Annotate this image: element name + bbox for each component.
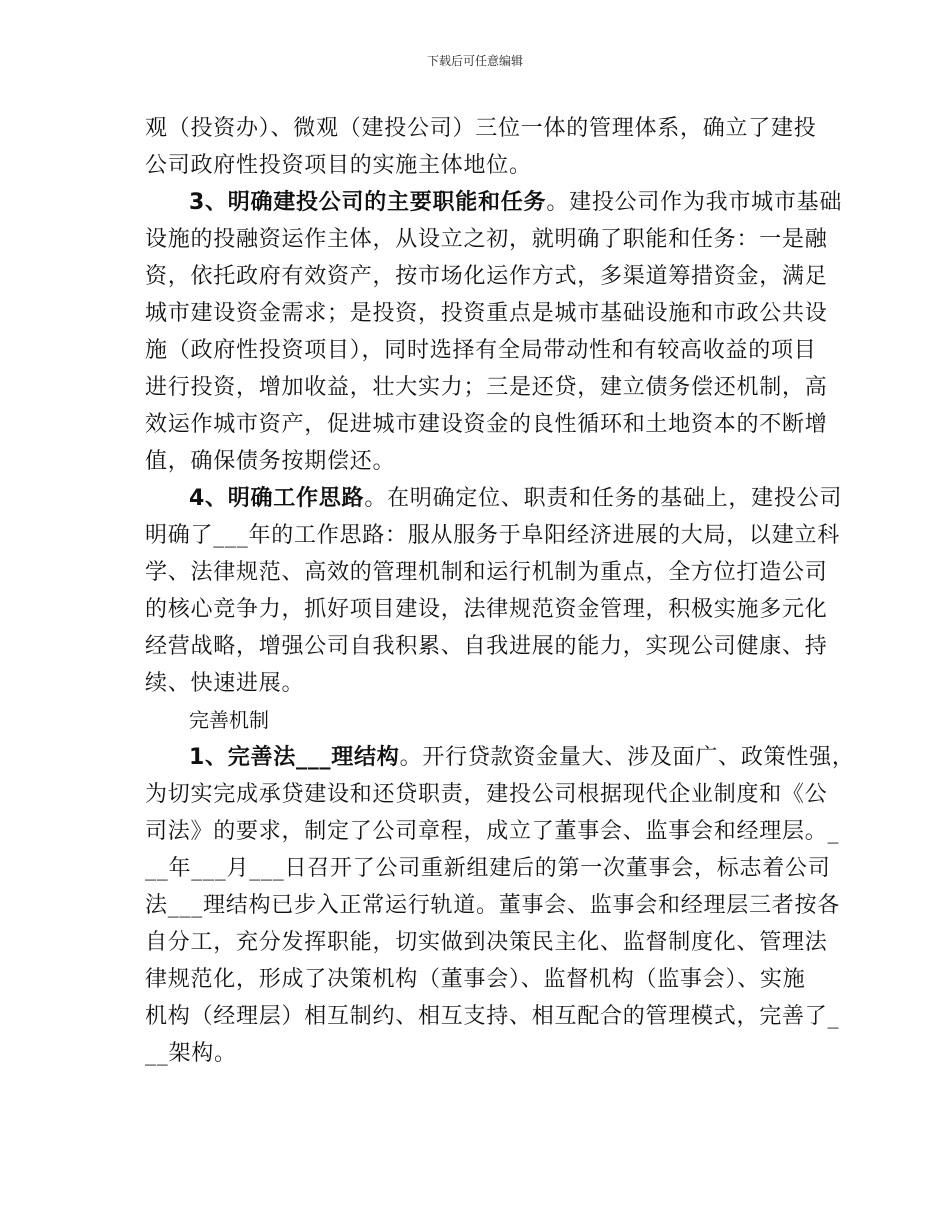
text-line: 效运作城市资产，促进城市建设资金的良性循环和土地资本的不断增 [145,412,828,437]
text-line: 城市建设资金需求；是投资，投资重点是城市基础设施和市政公共设 [145,301,828,326]
text-line: 机构（经理层）相互制约、相互支持、相互配合的管理模式，完善了_ [145,1004,840,1029]
text-line: 明确了___年的工作思路：服从服务于阜阳经济进展的大局，以建立科 [145,523,841,548]
text-line: 律规范化，形成了决策机构（董事会）、监督机构（监事会）、实施 [145,967,806,992]
text-line: __年___月___日召开了公司重新组建后的第一次董事会，标志着公司 [145,856,831,881]
text-line: 观（投资办）、微观（建投公司）三位一体的管理体系，确立了建投 [145,116,817,141]
text-run: 。建投公司作为我市城市基础 [546,190,843,215]
text-line: 值，确保债务按期偿还。 [145,449,396,474]
subheading-improve-mechanism: 完善机制 [189,708,269,732]
text-line: 自分工，充分发挥职能，切实做到决策民主化、监督制度化、管理法 [145,930,828,955]
paragraph-work-approach [145,480,843,702]
page-header: 下载后可任意编辑 [426,54,523,68]
text-line: 进行投资，增加收益，壮大实力；三是还贷，建立债务偿还机制，高 [145,375,828,400]
text-line: 的核心竞争力，抓好项目建设，法律规范资金管理，积极实施多元化 [145,597,828,622]
text-line [145,739,855,776]
section-heading-governance: 1、完善法___理结构 [189,745,400,770]
paragraph-governance-structure [145,739,855,1072]
text-line: 司法》的要求，制定了公司章程，成立了董事会、监事会和经理层。_ [145,819,840,844]
text-line: 经营战略，增强公司自我积累、自我进展的能力，实现公司健康、持 [145,634,828,659]
text-line: 公司政府性投资项目的实施主体地位。 [145,153,532,178]
document-body [145,110,855,1072]
text-line: 法___理结构已步入正常运行轨道。董事会、监事会和经理层三者按各 [145,893,841,918]
text-line: 施（政府性投资项目），同时选择有全局带动性和有较高收益的项目 [145,338,817,363]
text-line [145,184,843,221]
text-line: 资，依托政府有效资产，按市场化运作方式，多渠道筹措资金，满足 [145,264,828,289]
text-line: 学、法律规范、高效的管理机制和运行机制为重点，全方位打造公司 [145,560,828,585]
paragraph-management-system [145,110,815,184]
text-line: 设施的投融资运作主体，从设立之初，就明确了职能和任务：一是融 [145,227,828,252]
paragraph-main-functions [145,184,843,480]
section-heading-main-functions: 3、明确建投公司的主要职能和任务 [189,190,547,215]
text-run: 。在明确定位、职责和任务的基础上，建投公司 [364,486,843,511]
text-line: __架构。 [145,1041,237,1066]
text-line [145,480,843,517]
text-line: 续、快速进展。 [145,671,305,696]
text-line: 为切实完成承贷建设和还贷职责，建投公司根据现代企业制度和《公 [145,782,828,807]
text-run: 。开行贷款资金量大、涉及面广、政策性强， [399,745,855,770]
section-heading-work-approach: 4、明确工作思路 [189,486,365,511]
